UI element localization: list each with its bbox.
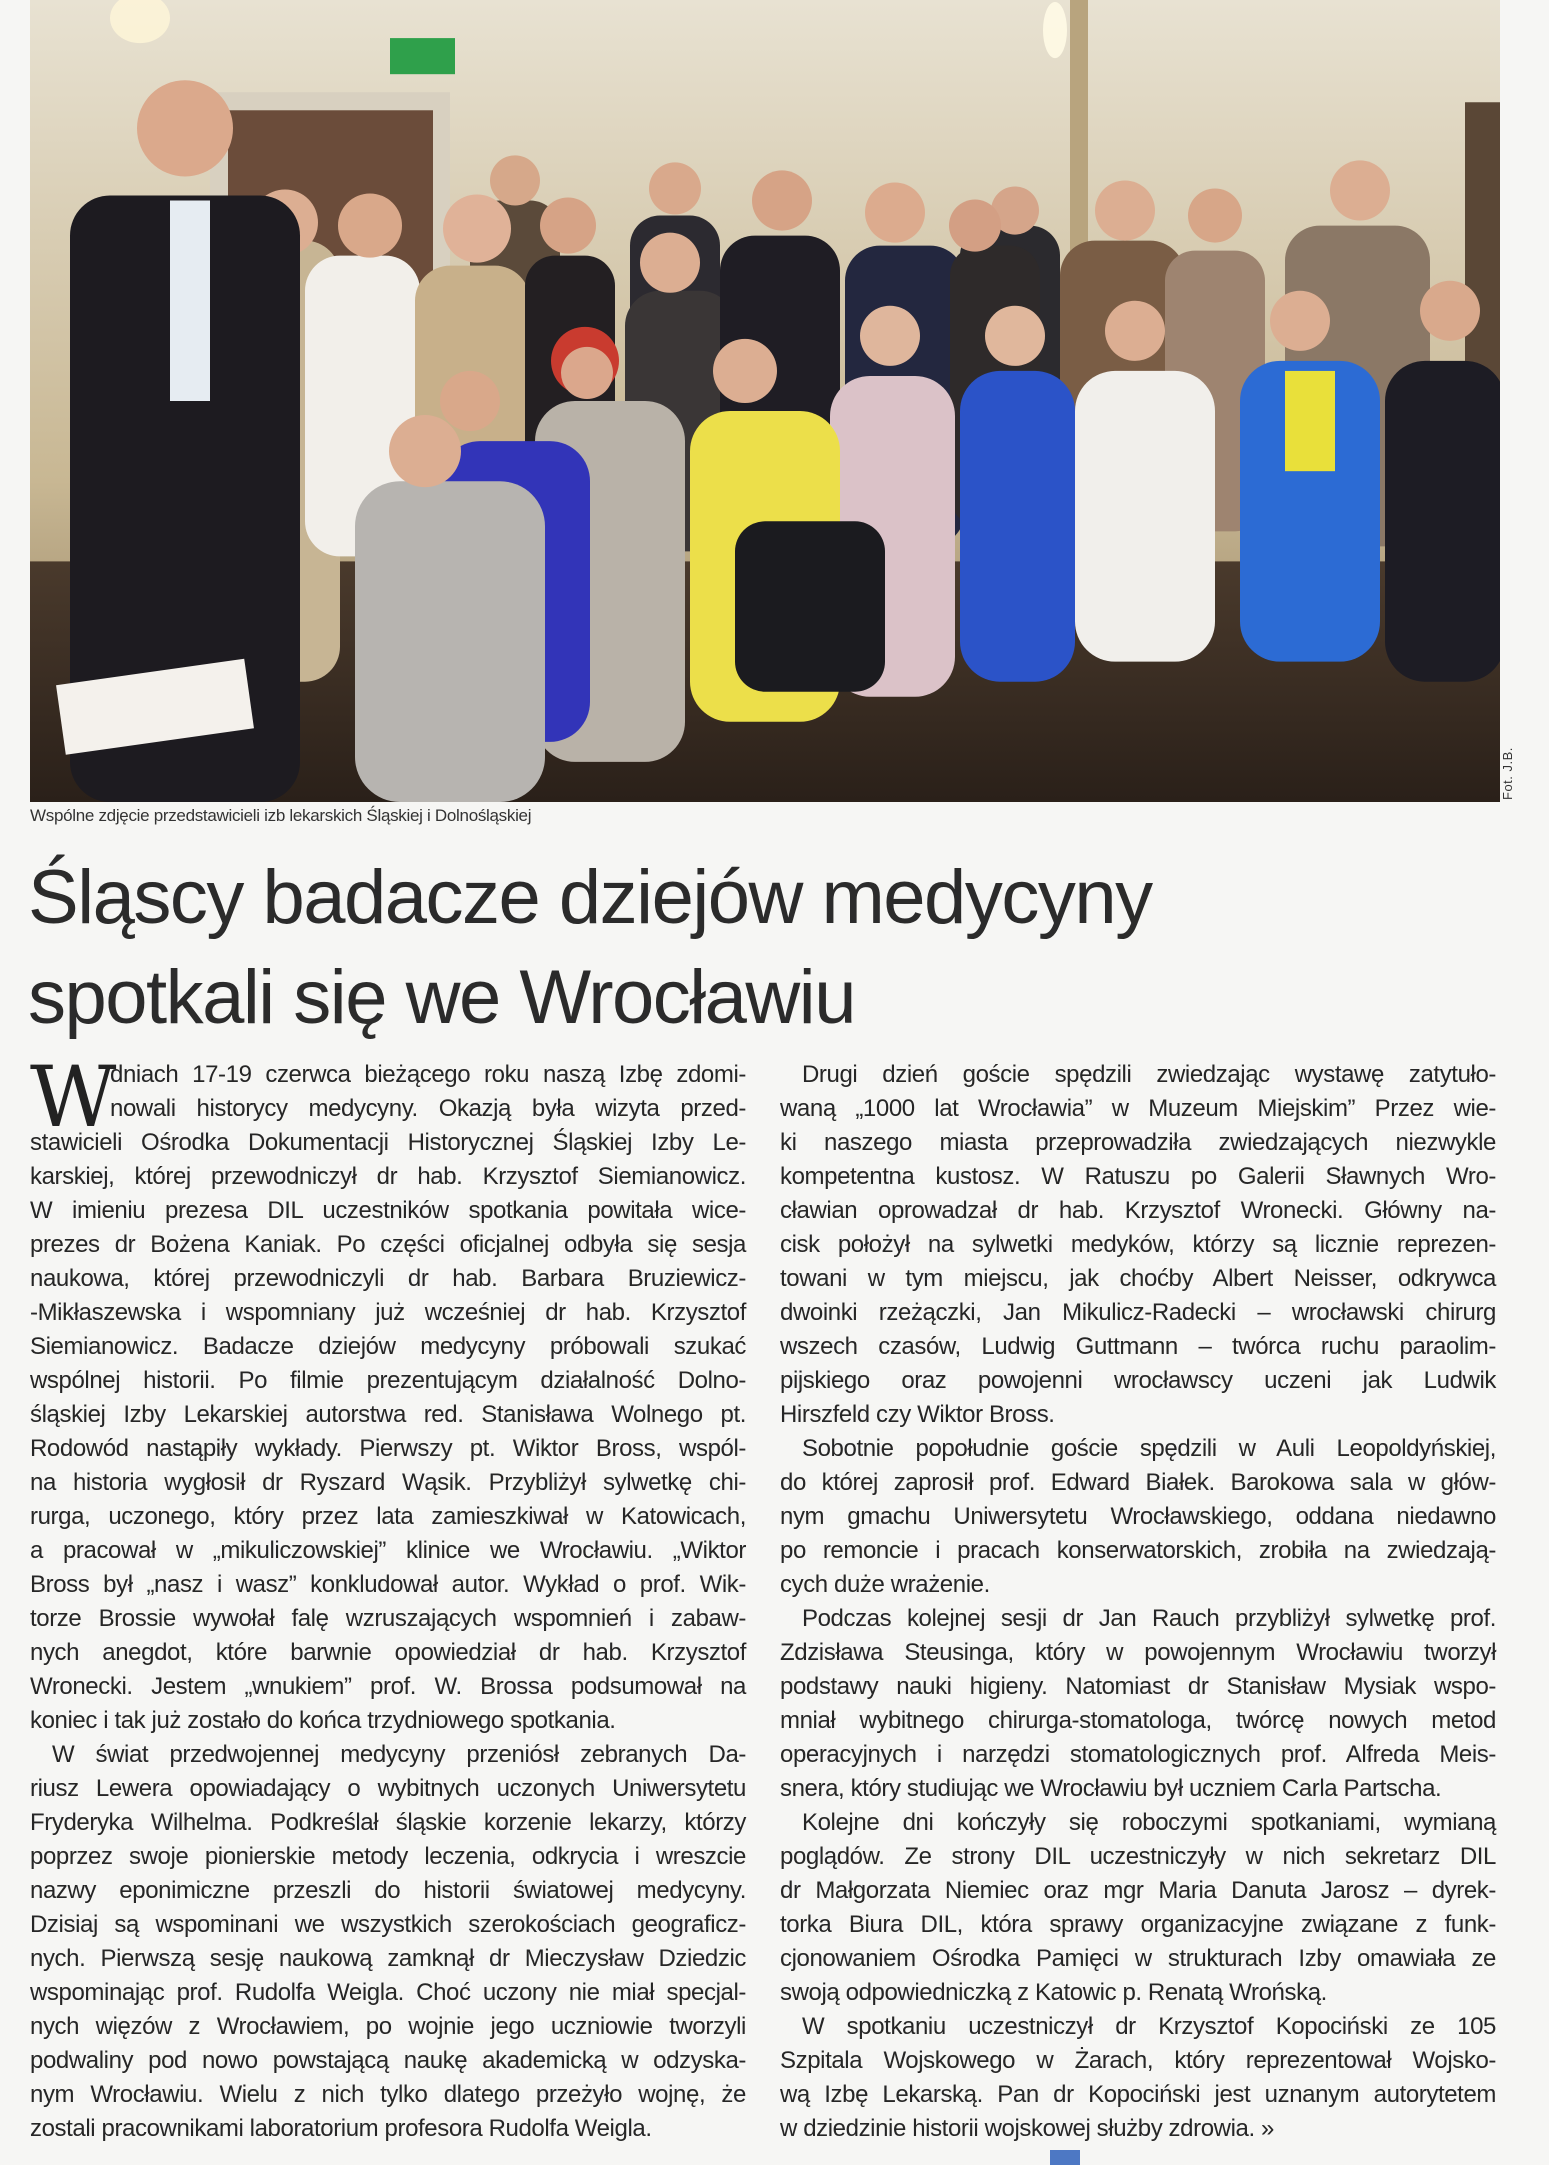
paragraph-line: pijskiego oraz powojenni wrocławscy uczeni jak Ludwik (780, 1367, 1496, 1394)
paragraph-line: nych anegdot, które barwnie opowiedział dr hab. Krzysztof (30, 1639, 746, 1666)
paragraph-line: dwoinki rzeżączki, Jan Mikulicz-Radecki – wrocławski chirurg (780, 1299, 1496, 1326)
paragraph-line: swoją odpowiedniczką z Katowic p. Renatą Wrońską. (780, 1979, 1327, 2006)
paragraph-line: zostali pracownikami laboratorium profesora Rudolfa Weigla. (30, 2115, 652, 2142)
paragraph-line: Wronecki. Jestem „wnukiem” prof. W. Brossa podsumował na (30, 1673, 746, 1700)
paragraph-line: torze Brossie wywołał falę wzruszających wspomnień i zabaw- (30, 1605, 746, 1632)
paragraph-line: koniec i tak już zostało do końca trzydniowego spotkania. (30, 1707, 616, 1734)
paragraph-line: snera, który studiując we Wrocławiu był uczniem Carla Partscha. (780, 1775, 1442, 1802)
paragraph-line: stawicieli Ośrodka Dokumentacji Historycznej Śląskiej Izby Le- (30, 1129, 746, 1156)
photo-caption: Wspólne zdjęcie przedstawicieli izb lekarskich Śląskiej i Dolnośląskiej (30, 806, 532, 825)
paragraph-line: cisk położył na sylwetki medyków, którzy są licznie reprezen- (780, 1231, 1496, 1258)
paragraph-line: riusz Lewera opowiadający o wybitnych uczonych Uniwersytetu (30, 1775, 746, 1802)
paragraph-line: podstawy nauki higieny. Natomiast dr Stanisław Mysiak wspo- (780, 1673, 1496, 1700)
paragraph-line: do której zaprosił prof. Edward Białek. Barokowa sala w głów- (780, 1469, 1496, 1496)
paragraph-line: waną „1000 lat Wrocławia” w Muzeum Miejskim” Przez wie- (780, 1095, 1496, 1122)
paragraph-line: dr Małgorzata Niemiec oraz mgr Maria Danuta Jarosz – dyrek- (780, 1877, 1496, 1904)
paragraph-line: rurga, uczonego, który przez lata zamieszkiwał w Katowicach, (30, 1503, 746, 1530)
paragraph-line: -Mikłaszewska i wspomniany już wcześniej dr hab. Krzysztof (30, 1299, 746, 1326)
paragraph-line: Fryderyka Wilhelma. Podkreślał śląskie korzenie lekarzy, którzy (30, 1809, 746, 1836)
exit-sign-icon (390, 38, 455, 74)
paragraph-line: W świat przedwojennej medycyny przeniósł zebranych Da- (52, 1741, 746, 1768)
group-photo-image (30, 0, 1500, 802)
paragraph-line: wspominając prof. Rudolfa Weigla. Choć uczony nie miał specjal- (30, 1979, 746, 2006)
paragraph-line: torka Biura DIL, która sprawy organizacyjne związane z funk- (780, 1911, 1496, 1938)
paragraph-line: nowali historycy medycyny. Okazją była wizyta przed- (110, 1095, 746, 1122)
paragraph-line: mniał wybitnego chirurga-stomatologa, twórcę nowych metod (780, 1707, 1496, 1734)
paragraph-line: Bross był „nasz i wasz” konkludował autor. Wykład o prof. Wik- (30, 1571, 746, 1598)
article-title (28, 848, 1152, 1048)
paragraph-line: nym gmachu Uniwersytetu Wrocławskiego, oddana niedawno (780, 1503, 1496, 1530)
paragraph-line: W imieniu prezesa DIL uczestników spotkania powitała wice- (30, 1197, 746, 1224)
paragraph-line: po remoncie i pracach konserwatorskich, zrobiła na zwiedzają- (780, 1537, 1496, 1564)
paragraph-line: Sobotnie popołudnie goście spędzili w Auli Leopoldyńskiej, (802, 1435, 1496, 1462)
paragraph-line: Zdzisława Steusinga, który w powojennym Wrocławiu tworzył (780, 1639, 1496, 1666)
article-column-right (780, 1058, 1496, 2146)
paragraph-line: cjonowaniem Ośrodka Pamięci w strukturach Izby omawiała ze (780, 1945, 1496, 1972)
paragraph-line: prezes dr Bożena Kaniak. Po części oficjalnej odbyła się sesja (30, 1231, 746, 1258)
paragraph-line: towani w tym miejscu, jak choćby Albert Neisser, odkrywca (780, 1265, 1496, 1292)
article-title-line: spotkali się we Wrocławiu (28, 955, 855, 1040)
paragraph-line: poglądów. Ze strony DIL uczestniczyły w nich sekretarz DIL (780, 1843, 1496, 1870)
paragraph-line: Kolejne dni kończyły się roboczymi spotkaniami, wymianą (802, 1809, 1496, 1836)
paragraph-line: Dzisiaj są wspominani we wszystkich szerokościach geograficz- (30, 1911, 746, 1938)
paragraph-line: Hirszfeld czy Wiktor Bross. (780, 1401, 1055, 1428)
paragraph-line: wspólnej historii. Po filmie prezentującym działalność Dolno- (30, 1367, 746, 1394)
paragraph-line: na historia wygłosił dr Ryszard Wąsik. Przybliżył sylwetkę chi- (30, 1469, 746, 1496)
paragraph-line: Drugi dzień goście spędzili zwiedzając wystawę zatytuło- (802, 1061, 1496, 1088)
group-photo (30, 0, 1500, 802)
paragraph-line: karskiej, której przewodniczył dr hab. Krzysztof Siemianowicz. (30, 1163, 746, 1190)
paragraph-line: cych duże wrażenie. (780, 1571, 990, 1598)
paragraph-line: operacyjnych i narzędzi stomatologicznych prof. Alfreda Meis- (780, 1741, 1496, 1768)
paragraph-line: podwaliny pod nowo powstającą naukę akademicką w odzyska- (30, 2047, 746, 2074)
photo-credit: Fot. J.B. (1500, 747, 1515, 800)
paragraph-line: Rodowód nastąpiły wykłady. Pierwszy pt. Wiktor Bross, wspól- (30, 1435, 746, 1462)
page-edge-mark (1050, 2150, 1080, 2165)
paragraph-line: poprzez swoje pionierskie metody leczenia, odkrycia i wreszcie (30, 1843, 746, 1870)
paragraph-line: nych. Pierwszą sesję naukową zamknął dr Mieczysław Dziedzic (30, 1945, 746, 1972)
paragraph-line: nym Wrocławiu. Wielu z nich tylko dlatego przeżyło wojnę, że (30, 2081, 746, 2108)
paragraph-line: wą Izbę Lekarską. Pan dr Kopociński jest uznanym autorytetem (780, 2081, 1496, 2108)
paragraph-line: ki naszego miasta przeprowadziła zwiedzających niezwykle (780, 1129, 1496, 1156)
paragraph-line: kompetentna kustosz. W Ratuszu po Galerii Sławnych Wro- (780, 1163, 1496, 1190)
article-title-line: Śląscy badacze dziejów medycyny (28, 855, 1152, 940)
drop-cap: W (30, 1048, 116, 1146)
article-column-left (30, 1048, 746, 2146)
paragraph-line: Podczas kolejnej sesji dr Jan Rauch przybliżył sylwetkę prof. (802, 1605, 1496, 1632)
paragraph-line: naukowa, której przewodniczyli dr hab. Barbara Bruziewicz- (30, 1265, 746, 1292)
paragraph-line: W spotkaniu uczestniczył dr Krzysztof Kopociński ze 105 (802, 2013, 1496, 2040)
paragraph-line: Siemianowicz. Badacze dziejów medycyny próbowali szukać (30, 1333, 746, 1360)
paragraph-line: wszech czasów, Ludwig Guttmann – twórca ruchu paraolim- (780, 1333, 1496, 1360)
paragraph-line: w dziedzinie historii wojskowej służby zdrowia. » (780, 2115, 1274, 2142)
paragraph-line: śląskiej Izby Lekarskiej autorstwa red. Stanisława Wolnego pt. (30, 1401, 746, 1428)
paragraph-line: nazwy eponimiczne przeszli do historii światowej medycyny. (30, 1877, 746, 1904)
paragraph-line: cławian oprowadzał dr hab. Krzysztof Wronecki. Główny na- (780, 1197, 1496, 1224)
paragraph-line: a pracował w „mikuliczowskiej” klinice we Wrocławiu. „Wiktor (30, 1537, 746, 1564)
paragraph-line: Szpitala Wojskowego w Żarach, który reprezentował Wojsko- (780, 2047, 1496, 2074)
paragraph-line: nych więzów z Wrocławiem, po wojnie jego uczniowie tworzyli (30, 2013, 746, 2040)
paragraph-line: dniach 17-19 czerwca bieżącego roku naszą Izbę zdomi- (110, 1061, 746, 1088)
